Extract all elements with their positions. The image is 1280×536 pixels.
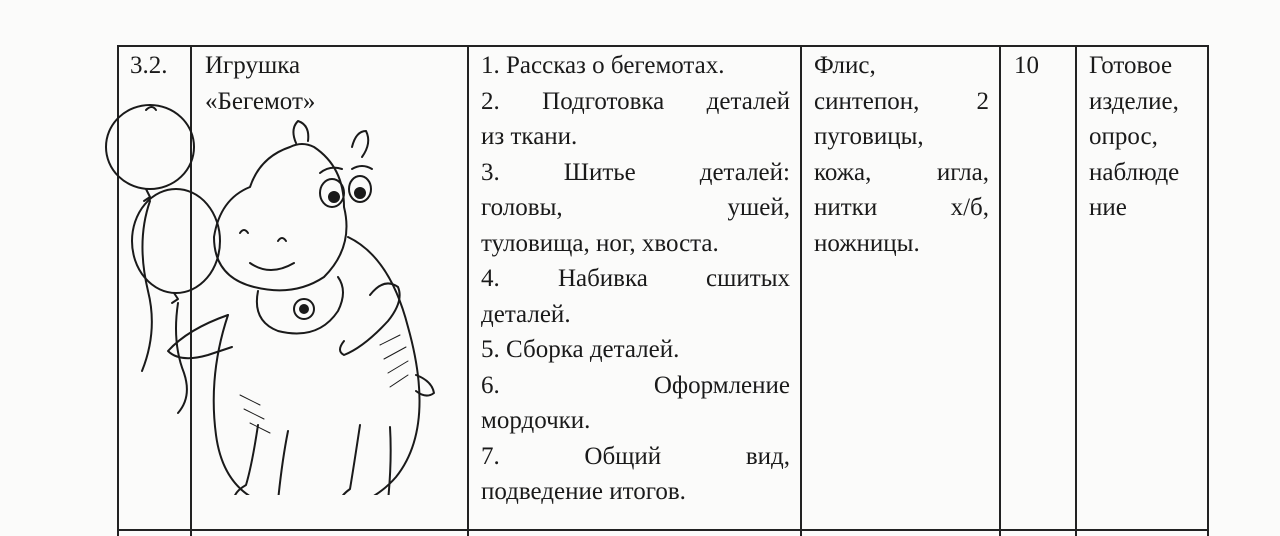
materials-cell <box>814 48 989 261</box>
table-right-border <box>1207 45 1209 536</box>
hours-value: 10 <box>1014 52 1039 79</box>
result-line: Готовое <box>1089 52 1173 79</box>
hours-cell <box>1014 48 1069 84</box>
step-line: мордочки. <box>481 407 591 434</box>
result-line: ние <box>1089 194 1127 221</box>
material-line: синтепон, 2 <box>814 87 989 115</box>
step-line: 4. Набивка сшитых <box>481 265 790 292</box>
table-bottom-border <box>117 529 1209 531</box>
result-line: опрос, <box>1089 123 1158 150</box>
step-line: туловища, ног, хвоста. <box>481 229 719 257</box>
hippo-with-balloons-icon <box>90 95 470 495</box>
result-line: наблюде <box>1089 158 1180 186</box>
material-line: нитки х/б, <box>814 194 989 221</box>
column-divider <box>999 45 1001 536</box>
step-line: из ткани. <box>481 123 578 150</box>
step-line: головы, ушей, <box>481 194 790 221</box>
row-number: 3.2. <box>130 52 168 79</box>
step-line: 5. Сборка деталей. <box>481 336 680 363</box>
column-divider <box>800 45 802 536</box>
material-line: Флис, <box>814 52 876 79</box>
steps-cell <box>481 48 790 510</box>
material-line: ножницы. <box>814 229 920 257</box>
step-line: 1. Рассказ о бегемотах. <box>481 52 725 79</box>
step-line: деталей. <box>481 300 571 328</box>
row-number-cell <box>130 48 188 84</box>
result-cell <box>1089 48 1204 226</box>
step-line: 6. Оформление <box>481 371 790 399</box>
material-line: пуговицы, <box>814 123 924 150</box>
title-line: Игрушка <box>205 52 301 79</box>
title-line: «Бегемот» <box>205 87 316 115</box>
step-line: 7. Общий вид, <box>481 442 790 470</box>
step-line: 3. Шитье деталей: <box>481 158 790 186</box>
step-line: 2. Подготовка деталей <box>481 87 790 115</box>
material-line: кожа, игла, <box>814 158 989 186</box>
column-divider <box>1075 45 1077 536</box>
table-top-border <box>117 45 1209 47</box>
result-line: изделие, <box>1089 87 1179 115</box>
step-line: подведение итогов. <box>481 478 686 505</box>
